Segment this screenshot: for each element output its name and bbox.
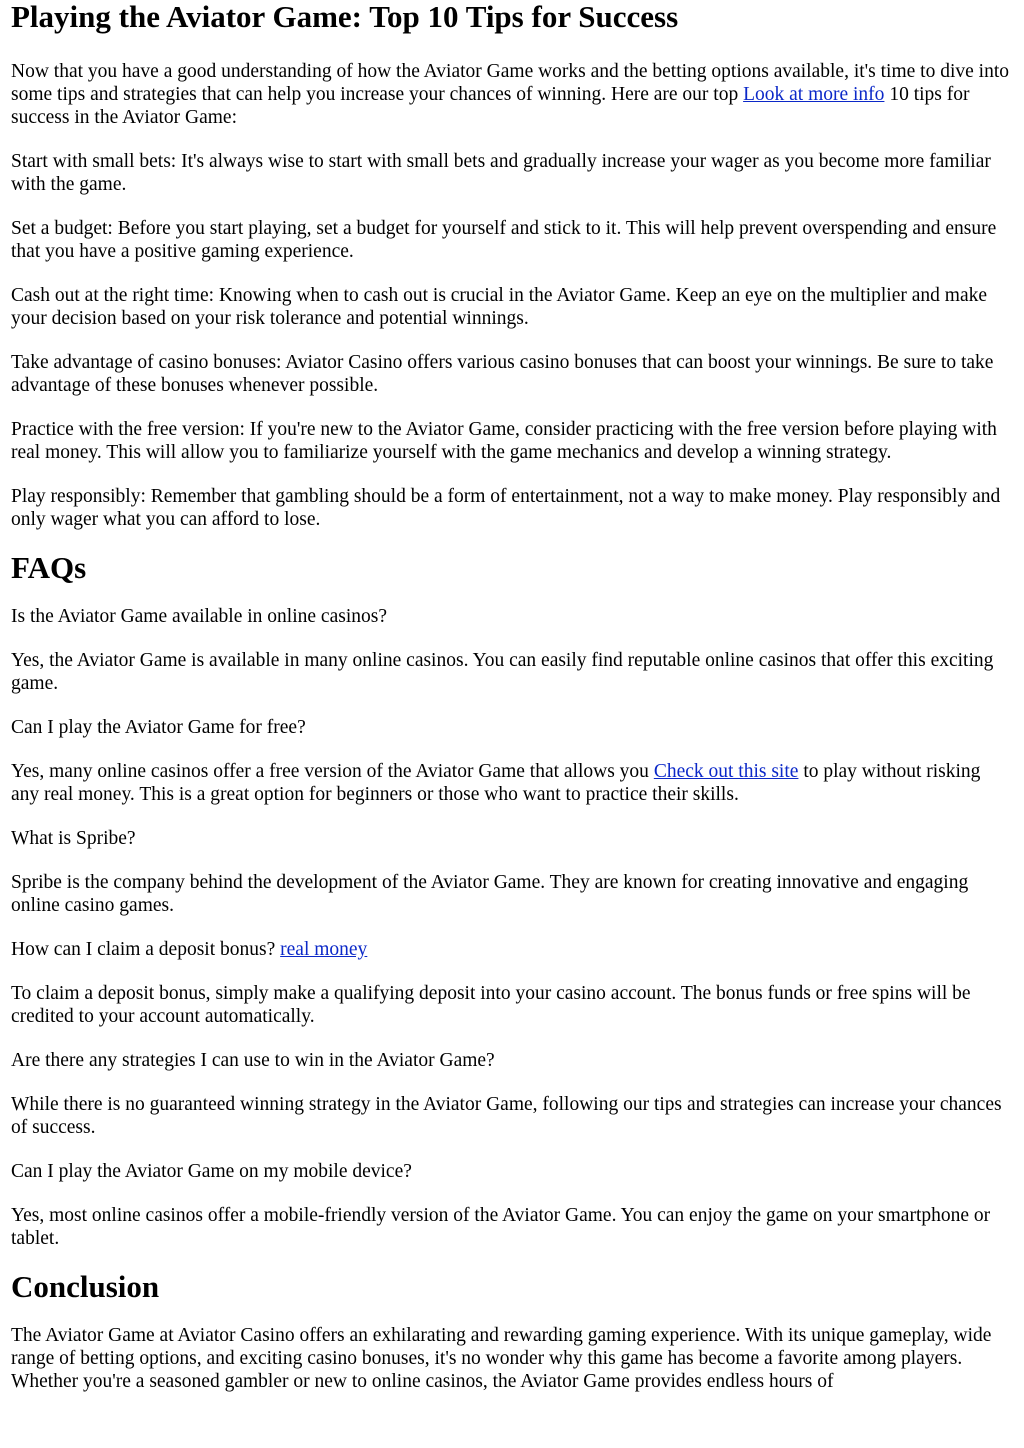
tip-small-bets: Start with small bets: It's always wise to start with small bets and gradually increase your wager as you become more familiar with the game.: [11, 151, 991, 195]
faq-answer-text-start: Yes, many online casinos offer a free version of the Aviator Game that allows you: [11, 761, 654, 782]
faq-question: Is the Aviator Game available in online casinos?: [11, 606, 387, 627]
look-at-more-info-link[interactable]: Look at more info: [743, 84, 885, 105]
faq-question-text: How can I claim a deposit bonus?: [11, 939, 281, 960]
tip-casino-bonuses: Take advantage of casino bonuses: Aviator Casino offers various casino bonuses that can boost your winnings. Be sure to take advantage of these bonuses whenever possible.: [11, 352, 994, 396]
conclusion-paragraph: The Aviator Game at Aviator Casino offers an exhilarating and rewarding gaming experience. With its unique gameplay, wide range of betting options, and exciting casino bonuses, it's no wonder why this game has become a favorite among players. Whether you're a seasoned gambler or new to online casinos, the Aviator Game provides endless hours of: [11, 1325, 992, 1392]
tip-free-version: Practice with the free version: If you're new to the Aviator Game, consider practicing with the free version before playing with real money. This will allow you to familiarize yourself with the game mechanics and develop a winning strategy.: [11, 419, 997, 463]
faq-answer: While there is no guaranteed winning strategy in the Aviator Game, following our tips and strategies can increase your chances of success.: [11, 1094, 1002, 1138]
intro-text-start: Now that you have a good understanding of how the Aviator Game works and the betting options available, it's time to dive into some tips and strategies that can help you increase your chances of winning. Here are our top: [11, 61, 1009, 105]
page-title: Playing the Aviator Game: Top 10 Tips for Success: [11, 0, 679, 34]
faqs-heading: FAQs: [11, 550, 87, 585]
faq-answer: Yes, most online casinos offer a mobile-friendly version of the Aviator Game. You can enjoy the game on your smartphone or tablet.: [11, 1205, 991, 1249]
tip-cash-out: Cash out at the right time: Knowing when to cash out is crucial in the Aviator Game. Keep an eye on the multiplier and make your decision based on your risk tolerance and potential winnings.: [11, 285, 988, 329]
intro-text-end: 10 tips for success in the Aviator Game:: [11, 84, 970, 128]
tip-play-responsibly: Play responsibly: Remember that gambling should be a form of entertainment, not a way to make money. Play responsibly and only wager what you can afford to lose.: [11, 486, 1001, 530]
real-money-link[interactable]: real money: [280, 939, 368, 960]
faq-answer: Yes, the Aviator Game is available in many online casinos. You can easily find reputable online casinos that offer this exciting game.: [11, 650, 994, 694]
tip-budget: Set a budget: Before you start playing, set a budget for yourself and stick to it. This will help prevent overspending and ensure that you have a positive gaming experience.: [11, 218, 997, 262]
faq-question: [11, 938, 1013, 961]
faq-question: Can I play the Aviator Game on my mobile device?: [11, 1161, 412, 1182]
faq-question: What is Spribe?: [11, 828, 136, 849]
faq-answer-text-end: to play without risking any real money. This is a great option for beginners or those who want to practice their skills.: [11, 761, 981, 805]
conclusion-heading: Conclusion: [11, 1269, 160, 1304]
faq-answer: [11, 760, 1013, 806]
faq-question: Are there any strategies I can use to win in the Aviator Game?: [11, 1050, 495, 1071]
faq-question: Can I play the Aviator Game for free?: [11, 717, 306, 738]
check-out-this-site-link[interactable]: Check out this site: [653, 761, 799, 782]
faq-answer: Spribe is the company behind the development of the Aviator Game. They are known for creating innovative and engaging online casino games.: [11, 872, 969, 916]
intro-paragraph: [11, 60, 1013, 129]
faq-answer: To claim a deposit bonus, simply make a qualifying deposit into your casino account. The bonus funds or free spins will be credited to your account automatically.: [11, 983, 971, 1027]
